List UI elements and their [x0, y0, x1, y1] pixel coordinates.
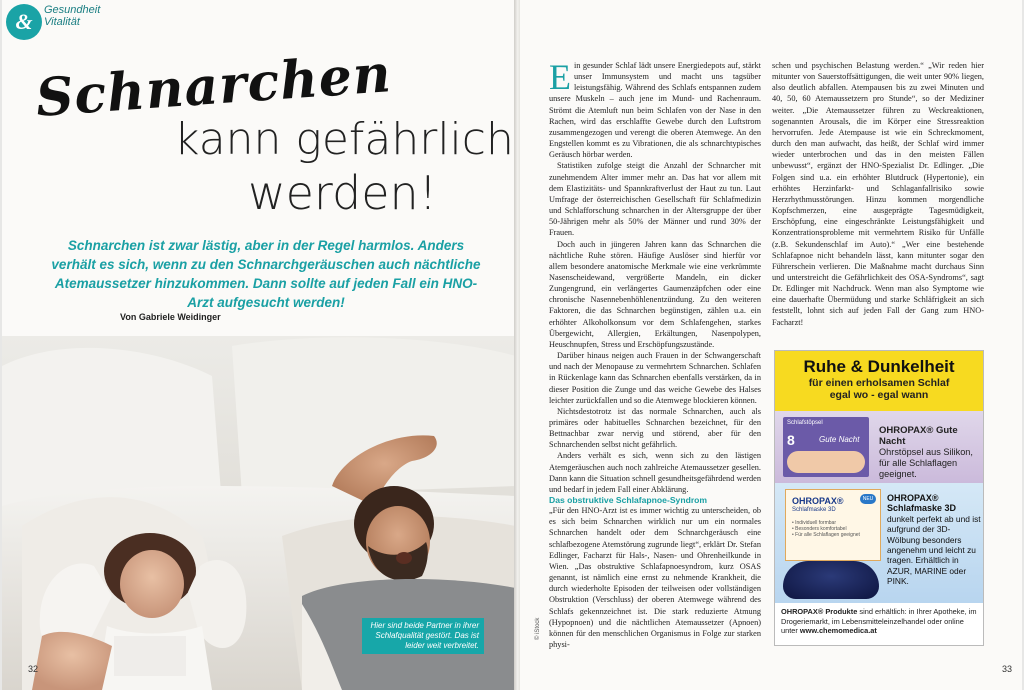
ad-product-sleepmask: [775, 483, 983, 603]
paragraph-7: „Für den HNO-Arzt ist es immer wichtig zu unterscheiden, ob es sich beim Schnarchen wirklich nur um ein normales Schnarchen handelt oder dem Schnarchgeräusch eine schlafbezogene Atemstörung zugrunde liegt“, erklärt Dr. Stefan Edlinger, Facharzt für Hals-, Nasen- und Ohrenheilkunde in Wien. „Das obstruktive Schlafapnoesyndrom, kurz OSAS genannt, ist nämlich eine ernst zu nehmende Krankheit, die durch wiederholte Episoden der teilweisen oder vollständigen Obstruktion (Verschluss) der oberen Atemwege während des Schlafs gekennzeichnet ist. Die stark reduzierte Atmung (Hypopnoen) und die nächtlichen Atemaussetzer (Apnoen) können für den menschlichen Organismus in Folge zur starken physi-: [549, 506, 761, 649]
headline-script: Schnarchen: [33, 43, 394, 129]
page-number-left: 32: [28, 664, 39, 674]
ad-product-earplugs: [775, 411, 983, 483]
earplugs-package-number: 8: [787, 432, 795, 448]
ad-headline: Ruhe & Dunkelheit: [803, 357, 955, 376]
earplugs-package-image: [783, 417, 869, 477]
dropcap: E: [549, 57, 571, 97]
paragraph-8: schen und psychischen Belastung werden.“ „Wir reden hier mitunter von Sauerstoffsättigungen, die weit unter 90% liegen, also deutlich abfallen. Atempausen bis zu zwei Minuten und 40, 50, 60 Atemaussetzern pro Stunde“, so der Mediziner weiter. „Die Atemaussetzer führen zu Weckreaktionen, sogenannten Arousals, die im Körper eine Stressreaktion hervorrufen. Jede Atempause ist wie ein Schreckmoment, durch den man aufwacht, das heißt, der Schlaf wird immer wieder unterbrochen und das in den meisten Fällen unbewusst“, ergänzt der HNO-Spezialist Dr. Edlinger. „Die Folgen sind u.a. ein erhöhter Blutdruck (Hypertonie), ein erhöhtes Herzinfarkt- und Schlaganfallrisiko sowie Herzrhythmusstörungen. Hinzu kommen morgendliche Kopfschmerzen, eine ausgeprägte Tagesmüdigkeit, Erschöpfung, eine eingeschränkte Leistungsfähigkeit und Konzentrationsprobleme mit vermehrtem Risiko für Unfälle (z.B. Sekundenschlaf im Auto).“ „Wer eine bestehende Schlafapnoe nicht behandeln lässt, kann mitunter sogar den Führerschein verlieren. Die Maßnahme macht durchaus Sinn und unterstreicht die Gefährlichkeit des OSA-Syndroms“, sagt Dr. Edlinger mit Nachdruck. Wenn man also Symptome wie eine dauerhafte Übermüdung und starke Schläfrigkeit an sich feststellt, lohnt sich auf jeden Fall der Gang zum HNO-Facharzt!: [772, 61, 984, 327]
sleepmask-description: [887, 493, 981, 587]
ad-availability: [781, 607, 979, 636]
article-column-1: [549, 57, 761, 650]
page-number-right: 33: [1002, 664, 1013, 674]
ad-footer-text: sind erhältlich: in Ihrer Apotheke, im Drogeriemarkt, im Lebensmitteleinzelhandel oder online unter: [781, 607, 977, 636]
paragraph-4: Darüber hinaus neigen auch Frauen in der Schwangerschaft und nach der Menopause zu vermehrtem Schnarchen. Schlafen in Rückenlage kann das Schnarchen ebenfalls verstärken, da in dieser Position die Zunge und das weiche Gewebe des Halses leichter zurückfallen und so die Atemwege blockieren können.: [549, 351, 761, 405]
paragraph-6: Anders verhält es sich, wenn sich zu den lästigen Atemgeräuschen auch noch zahlreiche Atemaussetzer gesellen. Dann kann die Situation schnell gesundheitsgefährdend werden und bedarf in jedem Fall einer Abklärung.: [549, 451, 761, 494]
new-badge: NEU: [860, 494, 876, 504]
earplugs-package-title: Gute Nacht: [819, 435, 860, 444]
section-label-line2: Vitalität: [44, 16, 80, 28]
ohropax-advertisement: [774, 350, 984, 646]
sleep-mask-image: [783, 561, 879, 599]
paragraph-1: [549, 57, 761, 160]
byline: Von Gabriele Weidinger: [120, 312, 221, 322]
sleepmask-package-bullets: [792, 520, 860, 538]
bullet-1: • Individuell formbar: [792, 520, 836, 526]
section-tab-icon: &: [6, 4, 42, 40]
sleepmask-package-logo: OHROPAX®: [792, 496, 844, 506]
lead-paragraph: Schnarchen ist zwar lästig, aber in der Regel harmlos. Anders verhält es sich, wenn zu den Schnarchgeräuschen auch nächtliche Atemaussetzer hinzukommen. Dann sollte auf jeden Fall ein HNO-Arzt aufgesucht werden!: [51, 238, 481, 310]
earplugs-description: [879, 425, 979, 480]
ad-subheadline: für einen erholsamen Schlaf: [808, 377, 950, 389]
earplugs-text: Ohrstöpsel aus Silikon, für alle Schlaflagen geeignet.: [879, 447, 973, 479]
bullet-3: • Für alle Schlaflagen geeignet: [792, 532, 860, 538]
bullet-2: • Besonders komfortabel: [792, 526, 847, 532]
paragraph-3: Doch auch in jüngeren Jahren kann das Schnarchen die nächtliche Ruhe stören. Häufige Auslöser sind hierfür vor allem besondere anatomische Merkmale wie eine verkrümmte Nasenscheidewand, vergrößerte Mandeln, ein dicker Zungengrund, ein verlängertes Gaumenzäpfchen oder eine chronische Nasennebenhöhlenentzündung. Zu den weiteren Faktoren, die das Schnarchen begünstigen, zählen u.a. ein erhöhter Alkoholkonsum vor dem Schlafengehen, starkes Übergewicht, Allergien, Erkältungen, Nasenpolypen, Heuschnupfen, Stress und Erschöpfungszustände.: [549, 239, 761, 349]
sleeping-woman-image: [787, 451, 865, 473]
headline-line-2: kann gefährlich: [174, 114, 514, 165]
ad-url-link[interactable]: www.chemomedica.at: [799, 626, 877, 636]
paragraph-2: Statistiken zufolge steigt die Anzahl der Schnarcher mit zunehmendem Alter immer mehr an. Das hat vor allem mit dem Elastizitäts- und Spannkraftverlust der Haut zu tun. Laut Umfrage der österreichischen Gesellschaft für Schlafmedizin und Schlafforschung schnarchen in der Altersgruppe der über 50-Jährigen mehr als 50% der Männer und rund 30% der Frauen.: [549, 161, 761, 238]
earplugs-name: OHROPAX® Gute Nacht: [879, 425, 958, 447]
ad-header: [775, 351, 983, 411]
sleepmask-package-sub: Schlafmaske 3D: [792, 507, 836, 513]
ad-tagline: egal wo - egal wann: [829, 389, 929, 401]
subheading-osas: Das obstruktive Schlafapnoe-Syndrom: [549, 495, 708, 506]
sleepmask-name: OHROPAX® Schlafmaske 3D: [887, 493, 957, 514]
section-label-line1: Gesundheit: [44, 4, 101, 16]
paragraph-5: Nichtsdestotrotz ist das normale Schnarchen, auch als primäres oder habituelles Schnarchen bezeichnet, für den Bettnachbar zwar nervig und störend, aber für den Schnarchenden selbst nicht gefährlich.: [549, 406, 761, 450]
sleepmask-text: dunkelt perfekt ab und ist aufgrund der 3D-Wölbung besonders angenehm und leicht zu tragen. Erhältlich in AZUR, MARINE oder PINK.: [887, 513, 981, 587]
photo-caption: Hier sind beide Partner in ihrer Schlafqualität gestört. Das ist leider weit verbreitet.: [362, 618, 484, 654]
left-page: [2, 0, 516, 690]
photo-credit: © iStock: [535, 617, 541, 640]
article-column-2: [772, 60, 984, 328]
section-label: [44, 4, 100, 28]
earplugs-package-label: Schlafstöpsel: [787, 420, 823, 426]
sleepmask-package-image: [785, 489, 881, 561]
headline-line-3: werden!: [248, 166, 438, 220]
ad-footer-lead: OHROPAX® Produkte: [781, 607, 858, 616]
paragraph-1-text: in gesunder Schlaf lädt unsere Energiedepots auf, stärkt unser Immunsystem und macht uns tagsüber leistungsfähig. Während des Schlafs entspannen zudem unsere Muskeln – auch jene im Mund- und Rachenraum. Strömt die Atemluft nun beim Schlafen von der Nase in den Rachen, wird das erschlaffte Gewebe durch den Luftstrom zusammengezogen und verengt die oberen Atemwege. An den Engstellen kommt es zu Vibrationen, die als schnarchtypisches Geräusch hörbar werden.: [549, 61, 761, 160]
